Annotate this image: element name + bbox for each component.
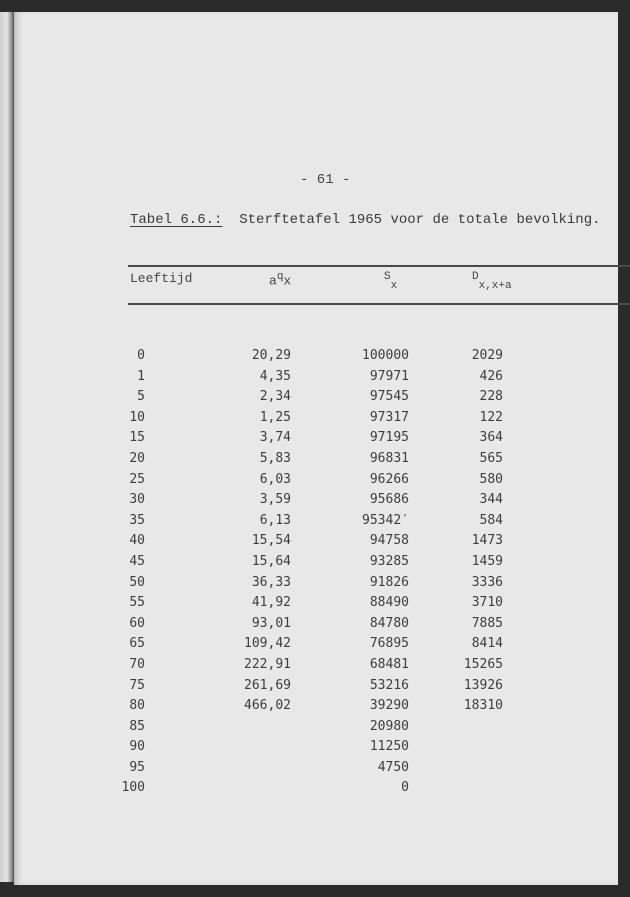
table-row bbox=[14, 760, 618, 781]
cell-age: 60 bbox=[129, 615, 145, 631]
cell-s: 20980 bbox=[369, 718, 409, 734]
cell-q: 41,92 bbox=[251, 595, 291, 611]
cell-q: 3,74 bbox=[259, 430, 291, 446]
table-row bbox=[14, 389, 618, 410]
header-age: Leeftijd bbox=[130, 271, 193, 286]
cell-age: 85 bbox=[129, 718, 145, 734]
caption-title: Sterftetafel 1965 voor de totale bevolking. bbox=[239, 212, 601, 228]
cell-s: 84780 bbox=[369, 615, 409, 631]
cell-q: 1,25 bbox=[259, 409, 291, 425]
cell-age: 5 bbox=[137, 389, 145, 405]
cell-d: 2029 bbox=[471, 348, 503, 363]
table-row bbox=[14, 369, 618, 390]
cell-s: 95342′ bbox=[362, 512, 409, 528]
table-caption bbox=[130, 212, 601, 228]
header-q-sup: q bbox=[276, 271, 284, 283]
cell-d: 228 bbox=[479, 389, 503, 405]
header-d bbox=[472, 271, 512, 292]
cell-age: 45 bbox=[129, 553, 145, 569]
table-row bbox=[14, 698, 618, 719]
cell-age: 1 bbox=[137, 368, 145, 384]
cell-d: 122 bbox=[479, 409, 503, 425]
table-row bbox=[14, 595, 618, 616]
cell-q: 20,29 bbox=[251, 348, 291, 363]
table-row bbox=[14, 780, 618, 801]
cell-d: 13926 bbox=[463, 677, 503, 693]
cell-q: 261,69 bbox=[244, 677, 291, 693]
cell-q: 2,34 bbox=[259, 389, 291, 405]
table-body bbox=[14, 348, 618, 801]
cell-s: 0 bbox=[401, 780, 409, 796]
header-q-base: a bbox=[269, 273, 277, 289]
cell-age: 50 bbox=[129, 574, 145, 590]
table-row bbox=[14, 472, 618, 493]
table-row bbox=[14, 451, 618, 472]
cell-age: 55 bbox=[129, 595, 145, 611]
cell-s: 94758 bbox=[369, 533, 409, 549]
table-row bbox=[14, 719, 618, 740]
cell-q: 3,59 bbox=[259, 492, 291, 508]
adjacent-page-edge bbox=[0, 12, 14, 882]
cell-q: 15,54 bbox=[251, 533, 291, 549]
cell-age: 90 bbox=[129, 739, 145, 755]
cell-s: 96831 bbox=[369, 450, 409, 466]
cell-age: 65 bbox=[129, 636, 145, 652]
cell-age: 10 bbox=[129, 409, 145, 425]
caption-label: Tabel 6.6.: bbox=[130, 212, 223, 228]
table-row bbox=[14, 348, 618, 369]
cell-s: 68481 bbox=[369, 656, 409, 672]
header-d-sub: x,x+a bbox=[478, 279, 512, 292]
cell-s: 11250 bbox=[369, 739, 409, 755]
cell-q: 6,03 bbox=[259, 471, 291, 487]
cell-s: 93285 bbox=[369, 553, 409, 569]
cell-q: 4,35 bbox=[259, 368, 291, 384]
table-row bbox=[14, 492, 618, 513]
cell-age: 40 bbox=[129, 533, 145, 549]
cell-s: 97971 bbox=[369, 368, 409, 384]
table-row bbox=[14, 657, 618, 678]
cell-age: 75 bbox=[129, 677, 145, 693]
header-s-sup: S bbox=[384, 271, 391, 283]
cell-s: 100000 bbox=[362, 348, 409, 363]
cell-q: 5,83 bbox=[259, 450, 291, 466]
cell-s: 39290 bbox=[369, 698, 409, 714]
cell-age: 80 bbox=[129, 698, 145, 714]
header-s-sub: x bbox=[390, 279, 398, 292]
cell-s: 53216 bbox=[369, 677, 409, 693]
cell-s: 96266 bbox=[369, 471, 409, 487]
cell-q: 109,42 bbox=[244, 636, 291, 652]
table-row bbox=[14, 575, 618, 596]
page-number: - 61 - bbox=[300, 172, 351, 188]
cell-d: 584 bbox=[479, 512, 503, 528]
cell-d: 3710 bbox=[471, 595, 503, 611]
cell-d: 364 bbox=[479, 430, 503, 446]
cell-d: 7885 bbox=[471, 615, 503, 631]
header-q bbox=[269, 271, 291, 288]
table-row bbox=[14, 739, 618, 760]
table-row bbox=[14, 430, 618, 451]
cell-d: 565 bbox=[479, 450, 503, 466]
cell-s: 97317 bbox=[369, 409, 409, 425]
table-row bbox=[14, 636, 618, 657]
table-row bbox=[14, 616, 618, 637]
cell-d: 580 bbox=[479, 471, 503, 487]
cell-age: 15 bbox=[129, 430, 145, 446]
cell-s: 97195 bbox=[369, 430, 409, 446]
cell-d: 1459 bbox=[471, 553, 503, 569]
document-page bbox=[14, 12, 618, 885]
header-d-sup: D bbox=[472, 271, 479, 283]
cell-q: 93,01 bbox=[251, 615, 291, 631]
cell-age: 0 bbox=[137, 348, 145, 363]
table-row bbox=[14, 513, 618, 534]
cell-age: 25 bbox=[129, 471, 145, 487]
cell-s: 4750 bbox=[377, 759, 409, 775]
table-top-rule bbox=[128, 265, 630, 267]
cell-s: 76895 bbox=[369, 636, 409, 652]
table-row bbox=[14, 410, 618, 431]
cell-s: 88490 bbox=[369, 595, 409, 611]
cell-s: 95686 bbox=[369, 492, 409, 508]
cell-s: 97545 bbox=[369, 389, 409, 405]
cell-age: 100 bbox=[121, 780, 145, 796]
cell-age: 95 bbox=[129, 759, 145, 775]
cell-q: 36,33 bbox=[251, 574, 291, 590]
table-row bbox=[14, 533, 618, 554]
cell-d: 18310 bbox=[463, 698, 503, 714]
cell-d: 15265 bbox=[463, 656, 503, 672]
cell-s: 91826 bbox=[369, 574, 409, 590]
header-s bbox=[384, 271, 397, 292]
cell-age: 20 bbox=[129, 450, 145, 466]
cell-age: 70 bbox=[129, 656, 145, 672]
table-row bbox=[14, 678, 618, 699]
cell-d: 426 bbox=[479, 368, 503, 384]
header-q-sub: x bbox=[283, 273, 292, 289]
cell-d: 3336 bbox=[471, 574, 503, 590]
cell-q: 6,13 bbox=[259, 512, 291, 528]
table-header-rule bbox=[128, 303, 630, 305]
cell-d: 8414 bbox=[471, 636, 503, 652]
cell-q: 222,91 bbox=[244, 656, 291, 672]
cell-d: 1473 bbox=[471, 533, 503, 549]
cell-age: 35 bbox=[129, 512, 145, 528]
cell-age: 30 bbox=[129, 492, 145, 508]
table-row bbox=[14, 554, 618, 575]
cell-q: 15,64 bbox=[251, 553, 291, 569]
cell-d: 344 bbox=[479, 492, 503, 508]
cell-q: 466,02 bbox=[244, 698, 291, 714]
